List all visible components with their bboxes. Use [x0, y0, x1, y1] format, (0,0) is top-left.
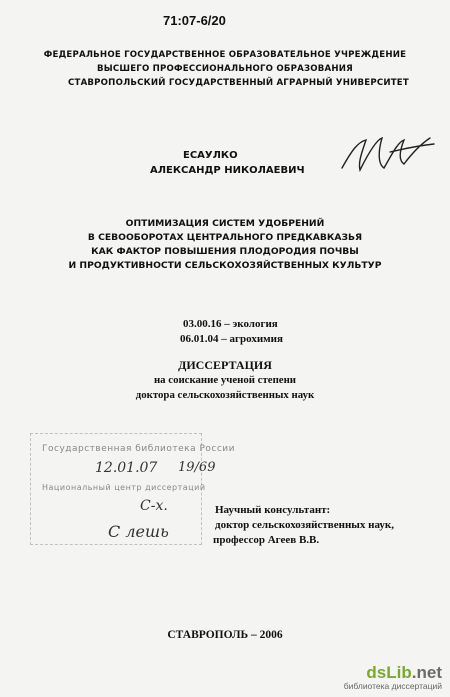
title-line-4: И ПРОДУКТИВНОСТИ СЕЛЬСКОХОЗЯЙСТВЕННЫХ КУЛЬТУР	[68, 260, 382, 271]
dslib-logo-icon: dsLib.net	[366, 663, 442, 682]
title-line-1: ОПТИМИЗАЦИЯ СИСТЕМ УДОБРЕНИЙ	[125, 218, 325, 229]
title-line-3: КАК ФАКТОР ПОВЫШЕНИЯ ПЛОДОРОДИЯ ПОЧВЫ	[91, 246, 359, 257]
dissertation-heading: ДИССЕРТАЦИЯ	[178, 358, 272, 372]
institution-line-2: ВЫСШЕГО ПРОФЕССИОНАЛЬНОГО ОБРАЗОВАНИЯ	[97, 64, 353, 74]
specialty-agrochemistry: 06.01.04 – агрохимия	[180, 333, 283, 345]
stamp-text-line-1: Государственная библиотека России	[42, 444, 235, 454]
title-line-2: В СЕВООБОРОТАХ ЦЕНТРАЛЬНОГО ПРЕДКАВКАЗЬЯ	[87, 232, 363, 243]
dslib-subtitle: библиотека диссертаций	[343, 681, 442, 691]
place-and-year: СТАВРОПОЛЬ – 2006	[167, 629, 283, 641]
author-signature-icon	[338, 130, 438, 178]
stamp-handwriting-1: С-х.	[140, 498, 168, 514]
stamp-number: 19/69	[178, 460, 216, 475]
specialty-ecology: 03.00.16 – экология	[183, 318, 278, 330]
institution-line-3: СТАВРОПОЛЬСКИЙ ГОСУДАРСТВЕННЫЙ АГРАРНЫЙ УНИВЕРСИТЕТ	[68, 78, 409, 88]
stamp-handwriting-2: С лешь	[108, 522, 169, 541]
catalog-code: 71:07-6/20	[163, 13, 226, 28]
consultant-name: профессор Агеев В.В.	[213, 534, 320, 546]
dissertation-degree-line-2: доктора сельскохозяйственных наук	[135, 389, 315, 401]
consultant-degree: доктор сельскохозяйственных наук,	[215, 519, 394, 531]
dissertation-degree-line-1: на соискание ученой степени	[153, 374, 297, 386]
dslib-watermark[interactable]	[344, 663, 442, 691]
stamp-text-line-3: Национальный центр диссертаций	[42, 483, 206, 492]
institution-line-1: ФЕДЕРАЛЬНОЕ ГОСУДАРСТВЕННОЕ ОБРАЗОВАТЕЛЬНОЕ УЧРЕЖДЕНИЕ	[43, 50, 407, 60]
author-surname: ЕСАУЛКО	[183, 150, 238, 161]
author-name: АЛЕКСАНДР НИКОЛАЕВИЧ	[150, 165, 305, 176]
consultant-label: Научный консультант:	[215, 504, 331, 516]
stamp-date: 12.01.07	[95, 460, 158, 476]
